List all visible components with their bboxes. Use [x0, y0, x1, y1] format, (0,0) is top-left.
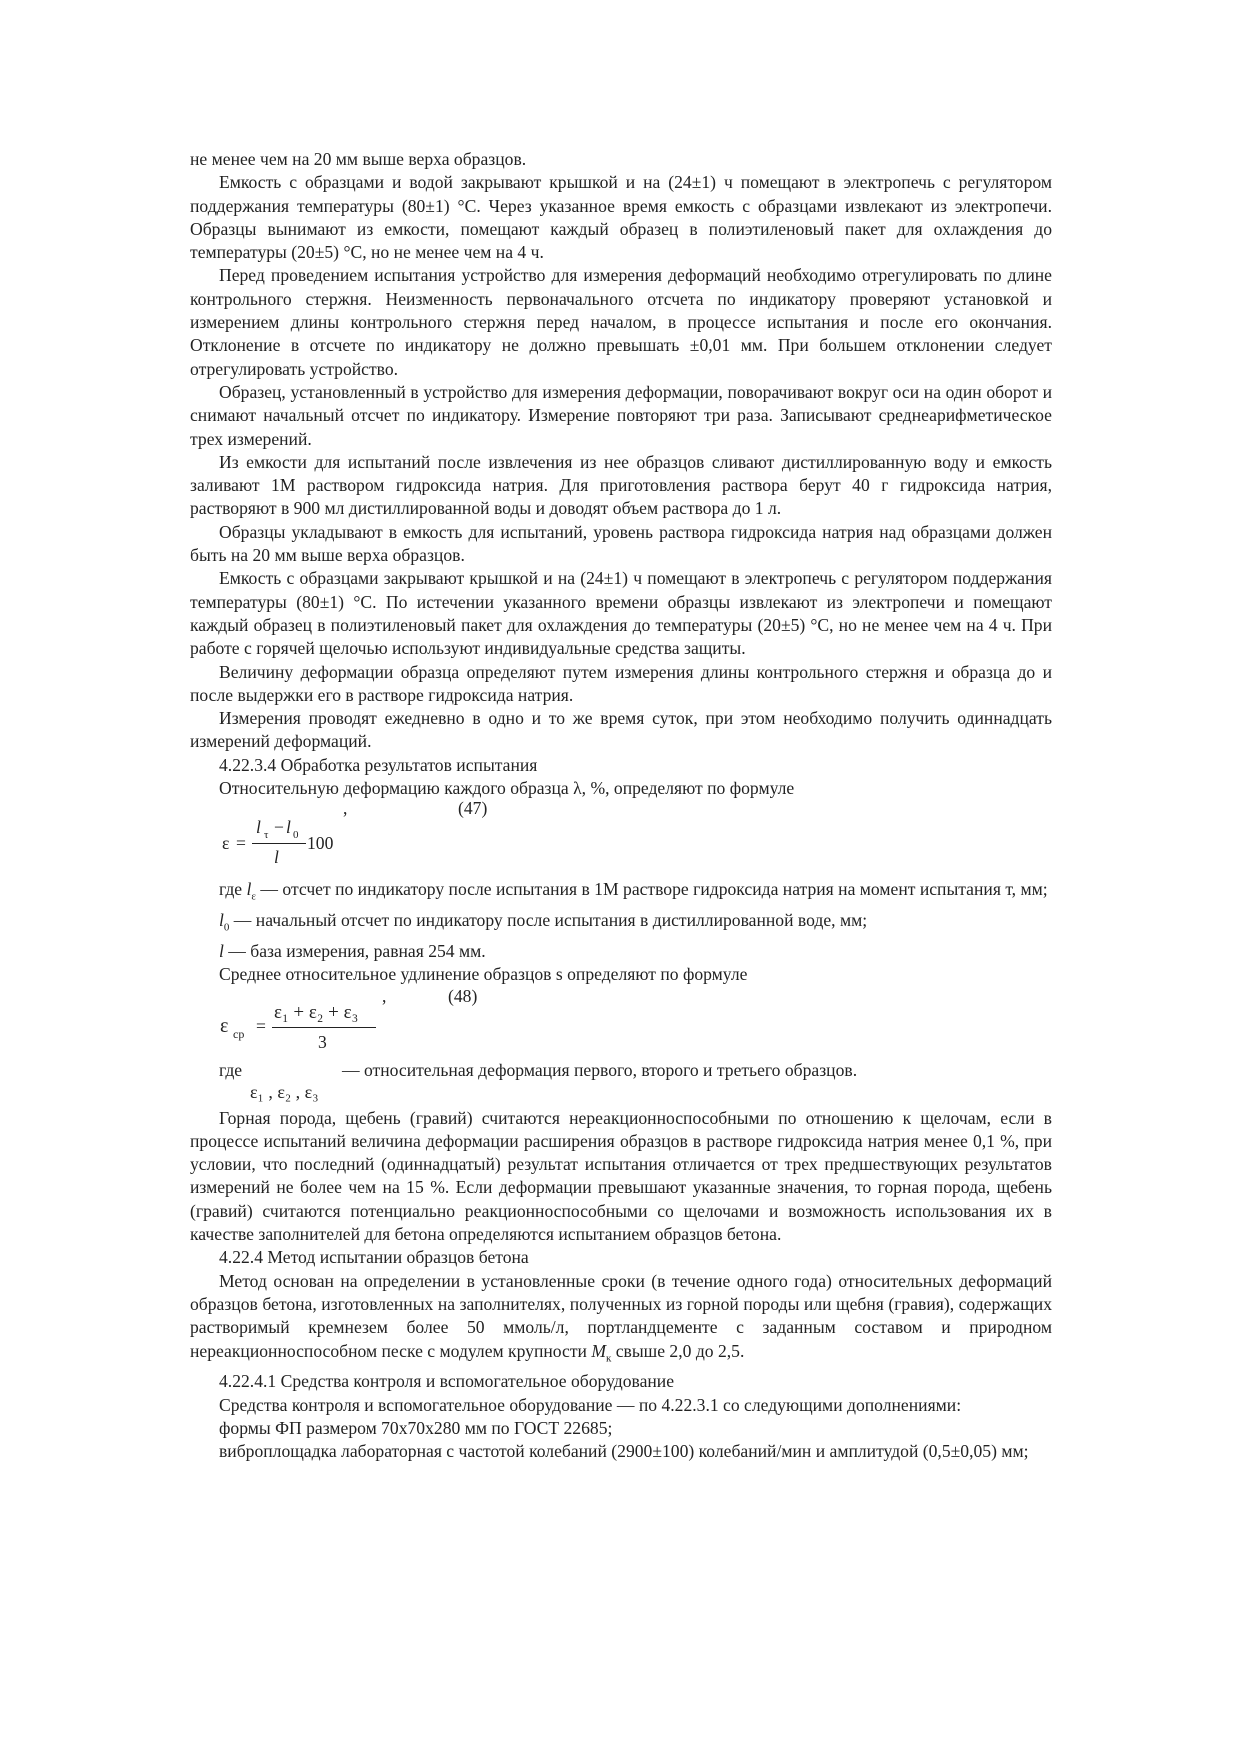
formula-numerator-l: l: [256, 817, 261, 838]
symbols-eps123: ε₁ , ε₂ , ε₃: [250, 1081, 319, 1102]
formula-number: (47): [458, 798, 488, 819]
paragraph: Образцы укладывают в емкость для испытаний, уровень раствора гидроксида натрия над образцами должен быть на 20 мм выше верха образцов.: [190, 521, 1052, 566]
paragraph: Измерения проводят ежедневно в одно и то же время суток, при этом необходимо получить одиннадцать измерений деформаций.: [190, 708, 1052, 752]
formula-factor: 100: [307, 833, 334, 854]
formula-equals: =: [236, 833, 246, 854]
formula-47: [190, 800, 1052, 878]
paragraph: Емкость с образцами закрывают крышкой и на (24±1) ч помещают в электропечь с регулятором поддержания температуры (80±1) °С. По истечении указанного времени образцы извлекают из электропечи и помещают каждый образец в полиэтиленовый пакет для охлаждения до температуры (20±5) °С, но не менее чем на 4 ч. При работе с горячей щелочью используют индивидуальные средства защиты.: [190, 568, 1052, 659]
formula-numerator-zero: 0: [293, 829, 299, 842]
symbol-l-eps: l: [246, 879, 252, 900]
paragraph: Образец, установленный в устройство для измерения деформации, поворачивают вокруг оси на один оборот и снимают начальный отсчет по индикатору. Измерение повторяют три раза. Записывают среднеарифметическое трех измерений.: [190, 381, 1052, 449]
formula-numerator: ε₁ + ε₂ + ε₃: [274, 1001, 359, 1023]
formula-lhs: ε: [220, 1014, 229, 1037]
paragraph: Относительную деформацию каждого образца λ, %, определяют по формуле: [219, 778, 795, 799]
where-paragraph: где $l_\varepsilon$ — отсчет по индикатору после испытания в 1М растворе гидроксида натрия на момент испытания т, мм;: [219, 879, 1048, 903]
paragraph: Средства контроля и вспомогательное оборудование — по 4.22.3.1 со следующими дополнениями:: [219, 1394, 962, 1415]
formula-numerator-l0: l: [286, 817, 291, 838]
list-item: виброплощадка лабораторная с частотой колебаний (2900±100) колебаний/мин и амплитудой (0,5±0,05) мм;: [219, 1441, 1029, 1462]
section-heading: 4.22.4.1 Средства контроля и вспомогательное оборудование: [219, 1371, 675, 1392]
list-item: формы ФП размером 70х70х280 мм по ГОСТ 22685;: [219, 1417, 613, 1438]
paragraph: Величину деформации образца определяют путем измерения длины контрольного стержня и образца до и после выдержки его в растворе гидроксида натрия.: [190, 661, 1052, 705]
section-heading: 4.22.4 Метод испытании образцов бетона: [219, 1247, 529, 1268]
formula-48: [190, 987, 1052, 1059]
formula-lhs: ε: [222, 833, 230, 854]
paragraph: Метод основан на определении в установленные сроки (в течение одного года) относительных деформаций образцов бетона, изготовленных на заполнителях, полученных из горной породы или щебня (гравия), содержащих растворимый кремнезем более 50 ммоль/л, портландцементе с заданным составом и природном нереакционноспособном песке с модулем крупности $М_к$ свыше 2,0 до 2,5.: [190, 1270, 1052, 1365]
fraction-bar: [252, 843, 306, 844]
where-48: где — относительная деформация первого, второго и третьего образцов. ε₁ , ε₂ , ε₃: [190, 1059, 1052, 1107]
formula-equals: =: [256, 1015, 266, 1036]
formula-lhs-sub: ср: [233, 1026, 245, 1041]
formula-denominator: l: [274, 847, 279, 868]
formula-numerator-minus: −: [274, 817, 284, 838]
paragraph: не менее чем на 20 мм выше верха образцов.: [190, 149, 527, 169]
where-text: — относительная деформация первого, второго и третьего образцов.: [342, 1059, 858, 1080]
paragraph: Среднее относительное удлинение образцов s определяют по формуле: [219, 964, 748, 985]
section-heading: 4.22.3.4 Обработка результатов испытания: [219, 754, 538, 775]
paragraph: Из емкости для испытаний после извлечения из нее образцов сливают дистиллированную воду и емкость заливают 1М раствором гидроксида натрия. Для приготовления раствора берут 40 г гидроксида натрия, растворяют в 900 мл дистиллированной воды и доводят объем раствора до 1 л.: [190, 451, 1052, 519]
formula-number: (48): [448, 985, 478, 1006]
formula-comma: ,: [343, 798, 348, 819]
where-paragraph: l — база измерения, равная 254 мм.: [219, 940, 486, 961]
paragraph: Перед проведением испытания устройство для измерения деформаций необходимо отрегулировать по длине контрольного стержня. Неизменность первоначального отсчета по индикатору проверяют установкой и измерением длины контрольного стержня перед началом, в процессе испытания и после его окончания. Отклонение в отсчете по индикатору не должно превышать ±0,01 мм. При большем отклонении следует отрегулировать устройство.: [190, 265, 1052, 379]
paragraph: Емкость с образцами и водой закрывают крышкой и на (24±1) ч помещают в электропечь с регулятором поддержания температуры (80±1) °С. Через указанное время емкость с образцами извлекают из электропечи. Образцы вынимают из емкости, помещают каждый образец в полиэтиленовый пакет для охлаждения до температуры (20±5) °С, но не менее чем на 4 ч.: [190, 172, 1052, 263]
formula-denominator: 3: [318, 1031, 327, 1052]
paragraph: Горная порода, щебень (гравий) считаются нереакционноспособными по отношению к щелочам, если в процессе испытаний величина деформации расширения образцов в растворе гидроксида натрия менее 0,1 %, при условии, что последний (одиннадцатый) результат испытания отличается от трех предшествующих результатов измерений не более чем на 15 %. Если деформации превышают указанные значения, то горная порода, щебень (гравий) считаются потенциально реакционноспособными со щелочами и возможность использования их в качестве заполнителей для бетона определяются испытанием образцов бетона.: [190, 1107, 1052, 1245]
where-paragraph: $l_0$ — начальный отсчет по индикатору после испытания в дистиллированной воде, мм;: [219, 910, 868, 934]
formula-numerator-tau: τ: [264, 829, 269, 842]
formula-comma: ,: [382, 985, 387, 1006]
fraction-bar: [272, 1027, 376, 1028]
document-page: [190, 148, 1052, 1464]
